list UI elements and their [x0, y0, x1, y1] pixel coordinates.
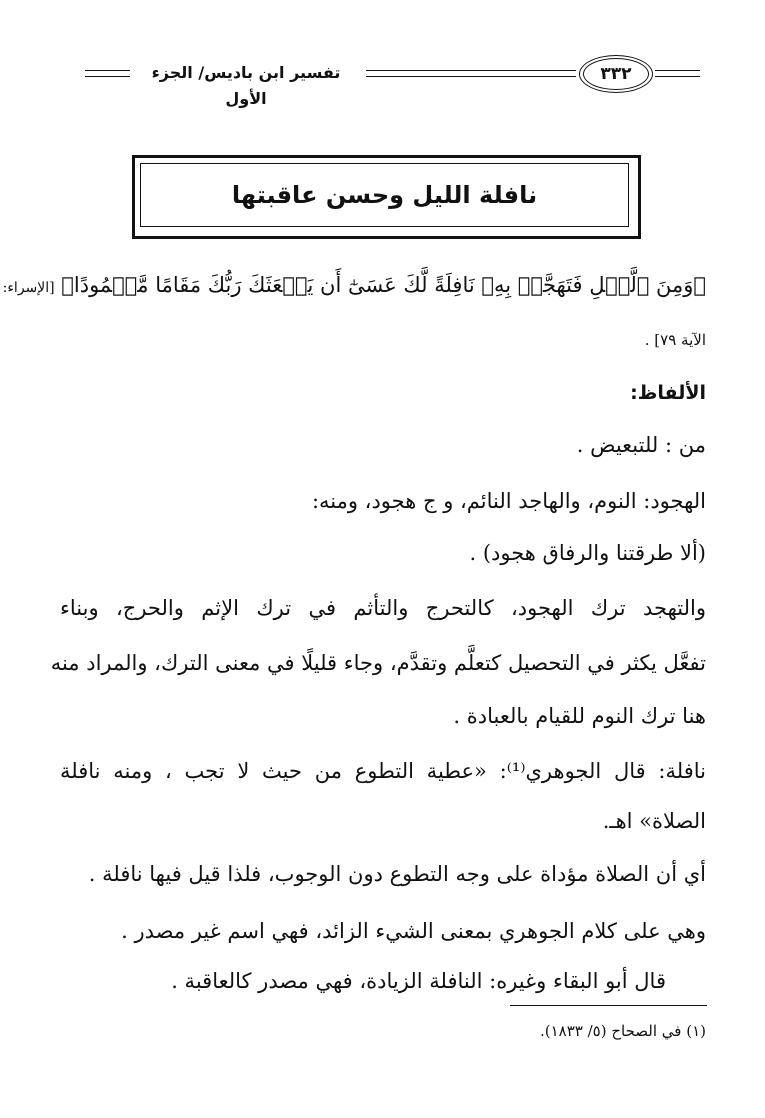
section-title: نافلة الليل وحسن عاقبتها [231, 181, 538, 209]
header-rule-middle-2 [366, 76, 576, 77]
body-line-9: أي أن الصلاة مؤداة على وجه التطوع دون الوجوب، فلذا قيل فيها نافلة . [88, 862, 706, 886]
running-title: تفسير ابن باديس/ الجزء الأول [151, 63, 341, 108]
body-line-11: قال أبو البقاء وغيره: النافلة الزيادة، فهي مصدر كالعاقبة . [171, 969, 666, 993]
words-heading: الألفاظ: [630, 382, 706, 404]
page-number-text: ٣٣٢ [600, 64, 632, 84]
footnote-rule [510, 1005, 707, 1006]
body-line-2: الهجود: النوم، والهاجد النائم، و ج هجود، ومنه: [311, 489, 706, 513]
verse-ref-start: [الإسراء: [2, 280, 55, 296]
verse-text: ﴿وَمِنَ ٱلَّيۡلِ فَتَهَجَّدۡ بِهِۦ نَافِلَةً لَّكَ عَسَىٰٓ أَن يَبۡعَثَكَ رَبُّكَ مَقَامًا مَّحۡمُودًا﴾ [61, 273, 706, 297]
footnote: (١) في الصحاح (٥/ ١٨٣٣). [539, 1022, 706, 1040]
body-line-3: (ألا طرقتنا والرفاق هجود) . [469, 541, 706, 565]
header-rule-left-2 [85, 76, 130, 77]
body-line-5: تفعَّل يكثر في التحصيل كتعلَّم وتقدَّم، وجاء قليلًا في معنى الترك، والمراد منه [50, 651, 706, 675]
page-number [583, 58, 649, 90]
header-rule-right-2 [655, 76, 700, 77]
verse-ref-end: الآية ٧٩] . [644, 331, 706, 349]
body-line-7: نافلة: قال الجوهري⁽¹⁾: «عطية التطوع من حيث لا تجب ، ومنه نافلة [60, 759, 706, 783]
title-frame-inner [140, 163, 629, 227]
body-line-4: والتهجد ترك الهجود، كالتحرج والتأثم في ترك الإثم والحرج، وبناء [60, 596, 706, 620]
body-line-8: الصلاة» اهـ. [602, 809, 706, 833]
header-rule-left [85, 70, 130, 71]
verse-line [2, 268, 706, 305]
body-line-1: من : للتبعيض . [576, 433, 706, 457]
header-rule-middle [366, 70, 576, 71]
body-line-6: هنا ترك النوم للقيام بالعبادة . [453, 704, 706, 728]
body-line-10: وهي على كلام الجوهري بمعنى الشيء الزائد، فهي اسم غير مصدر . [121, 919, 706, 943]
header-rule-right [655, 70, 700, 71]
